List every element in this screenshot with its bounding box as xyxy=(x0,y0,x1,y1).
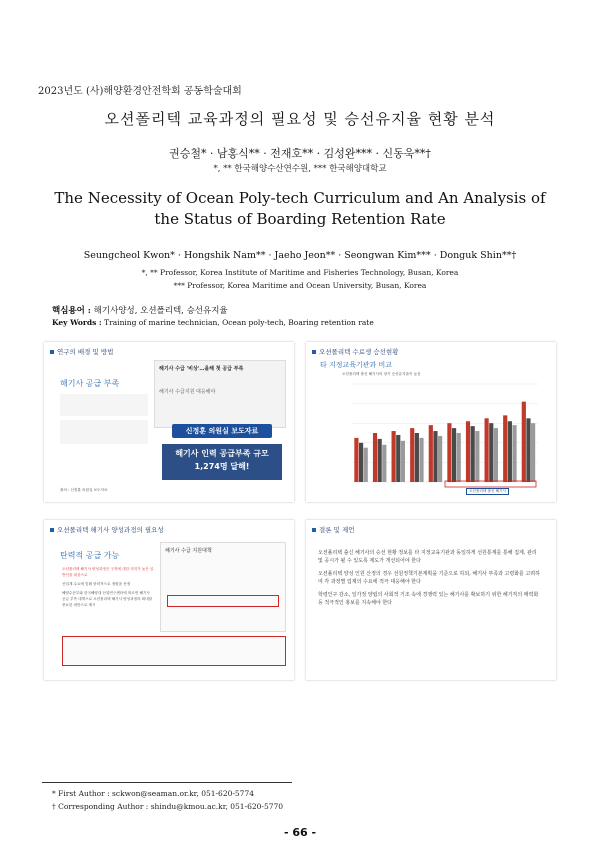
chart-bar xyxy=(475,431,479,482)
chart-bar xyxy=(364,448,368,482)
chart-bar xyxy=(415,433,419,482)
chart-bar xyxy=(392,431,396,482)
chart-bar xyxy=(466,421,470,482)
keywords-english-label: Key Words : xyxy=(52,318,102,327)
chart-bar xyxy=(447,423,451,482)
chart-bar xyxy=(494,428,498,482)
chart-bar xyxy=(410,428,414,482)
chart-bar xyxy=(378,439,382,482)
slide-background xyxy=(306,342,556,502)
chart-bar xyxy=(503,415,507,482)
english-authors: Seungcheol Kwon* · Hongshik Nam** · Jaeho Jeon** · Seongwan Kim*** · Donguk Shin**† xyxy=(83,250,517,261)
page-number: - 66 - xyxy=(283,826,317,839)
slide-2-legend: 오션폴리텍 출신 해기사 xyxy=(466,488,509,495)
slide-4-header: 결론 및 제언 xyxy=(312,525,355,534)
keywords-english xyxy=(52,318,374,327)
keywords-korean xyxy=(52,304,228,316)
chart-bar xyxy=(433,431,437,482)
slide-background xyxy=(306,520,556,680)
slide-1-header: 연구의 배경 및 방법 xyxy=(50,347,113,356)
chart-bar xyxy=(429,425,433,482)
korean-authors: 권승철* · 남홍식** · 전재호** · 김성완*** · 신동욱**† xyxy=(169,147,431,160)
retention-bar-chart xyxy=(342,380,542,488)
slide-4-point-1: 오션폴리텍 출신 해기사의 승선 현황 정보를 타 지정교육기관과 동일하게 선원통계를 통해 집계, 관리 및 공시가 될 수 있도록 제도가 개선되어야 한다 xyxy=(318,550,537,564)
slide-3-header: 오션폴리텍 해기사 양성과정의 필요성 xyxy=(50,525,164,534)
slide-3-bullet-2: 산업계 수요에 맞춰 탄력적으로 정원을 산정 xyxy=(62,582,131,586)
chart-bar xyxy=(522,402,526,482)
chart-bar xyxy=(359,443,363,482)
chart-bar xyxy=(489,423,493,482)
press-release-badge: 신정훈 의원실 보도자료 xyxy=(172,424,272,438)
chart-bar xyxy=(457,433,461,482)
slide-2-chart-caption: 오션폴리텍 출신 해기사의 장기 승선유지율이 높음 xyxy=(342,372,421,376)
slide-3-subtitle: 탄력적 공급 가능 xyxy=(60,551,120,560)
slide-3-bullets xyxy=(62,566,154,608)
chart-bar xyxy=(531,423,535,482)
chart-bar xyxy=(508,421,512,482)
korean-affiliation: *, ** 한국해양수산연수원, *** 한국해양대학교 xyxy=(213,164,387,174)
chart-bar xyxy=(354,438,358,482)
conference-name: 2023년도 (사)해양환경안전학회 공동학술대회 xyxy=(38,86,242,97)
english-affiliation-1: *, ** Professor, Korea Institute of Maritime and Fisheries Technology, Busan, Korea xyxy=(141,268,459,277)
chart-bar xyxy=(471,426,475,482)
chart-bar xyxy=(512,425,516,482)
slide-4-points xyxy=(318,550,540,607)
footnote-corresponding-author: † Corresponding Author : shindu@kmou.ac.kr, 051-620-5770 xyxy=(52,802,284,811)
shortage-callout-line-1: 해기사 인력 공급부족 규모 xyxy=(175,449,269,458)
slide-1-body xyxy=(60,394,148,444)
slide-2-subtitle: 타 지정교육기관과 비교 xyxy=(320,361,393,369)
slide-background xyxy=(44,520,294,680)
chart-bar xyxy=(401,441,405,482)
news-clipping xyxy=(154,360,286,428)
news-headline: 해기사 수급 '비상'…올해 첫 공급 부족 xyxy=(159,366,244,372)
korean-title: 오션폴리텍 교육과정의 필요성 및 승선유지율 현황 분석 xyxy=(104,110,496,128)
slide-3-bullet-3: 해양수산부와 한국해양대 산업연구센터에 따르면 해기사 공급 부족 대책으로 오션폴리텍 해기사 양성과정의 확대를 중요한 대안으로 제시 xyxy=(62,591,153,607)
chart-bar xyxy=(526,418,530,482)
chart-bar xyxy=(396,435,400,482)
chart-bar xyxy=(419,438,423,482)
english-title: The Necessity of Ocean Poly-tech Curriculum and An Analysis of the Status of Boarding Retention Rate xyxy=(54,189,546,228)
footnote-first-author: * First Author : sckwon@seaman.or.kr, 051-620-5774 xyxy=(52,789,254,798)
slide-1-text-block-2 xyxy=(60,420,148,444)
keywords-english-values: Training of marine technician, Ocean poly-tech, Boaring retention rate xyxy=(104,318,374,327)
slide-2-header: 오션폴리텍 수료생 승선현황 xyxy=(312,347,398,356)
policy-document xyxy=(160,542,286,632)
chart-bar xyxy=(382,445,386,482)
footnote-divider xyxy=(42,782,292,783)
slide-4-point-2: 오션폴리텍 양성 인원 산정의 경우 선원정책기본계획을 기준으로 하되, 해기사 부족과 고령화를 고려하여 각 과정별 업계의 수요에 적극 대응해야 한다 xyxy=(318,571,540,585)
policy-quote-box xyxy=(62,636,286,666)
slide-1-source: 출처 : 신정훈 의원실 보도자료 xyxy=(60,488,108,492)
news-subheadline: 해기사 수급지원 대응해야 xyxy=(159,389,216,395)
english-affiliation-2: *** Professor, Korea Maritime and Ocean University, Busan, Korea xyxy=(173,281,427,290)
slide-1-text-block-1 xyxy=(60,394,148,416)
chart-bar xyxy=(438,436,442,482)
slide-background xyxy=(44,342,294,502)
slide-4-point-3: 학령인구 감소, 일가정 양립의 사회적 기조 속에 경쟁력 있는 해기사를 확보하기 위한 해기직의 매력화 등 적극적인 홍보를 지속해야 한다 xyxy=(318,592,539,606)
keywords-korean-values: 해기사양성, 오션폴리텍, 승선유지율 xyxy=(93,306,228,316)
slide-3-bullet-1: 오션폴리텍 해기사 양성과정은 구직에 대한 의지가 높은 일반인을 대상으로 xyxy=(62,567,154,577)
shortage-callout-line-2: 1,274명 달해! xyxy=(194,462,250,471)
chart-bar xyxy=(452,428,456,482)
keywords-korean-label: 핵심용어 : xyxy=(52,306,91,316)
shortage-callout xyxy=(162,444,282,480)
slide-1-subtitle: 해기사 공급 부족 xyxy=(60,379,120,388)
policy-document-title: 해기사 수급 지원대책 xyxy=(165,548,212,554)
chart-bar xyxy=(373,433,377,482)
highlight-box xyxy=(167,595,279,607)
chart-bar xyxy=(485,418,489,482)
